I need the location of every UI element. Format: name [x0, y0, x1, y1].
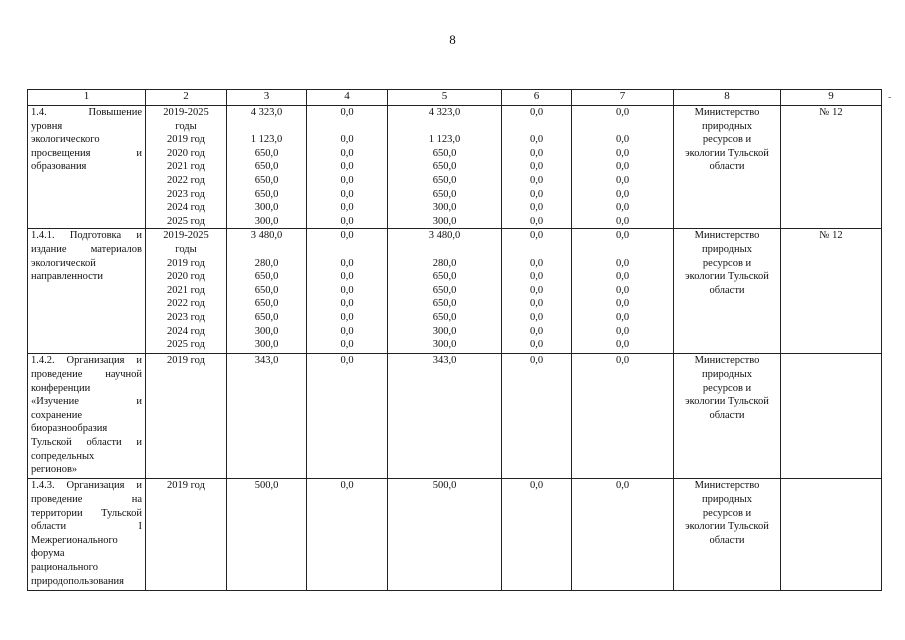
cell-value: 0,0: [615, 311, 630, 323]
cell-value: 0,0: [615, 339, 630, 351]
table-row: [28, 229, 882, 354]
cell-value: 0,0: [340, 202, 354, 214]
org-line: природных: [702, 493, 752, 505]
measure-name-line: Межрегионального: [31, 534, 118, 546]
responsible-org-cell: [674, 354, 781, 479]
cell-value: 0,0: [529, 188, 544, 200]
cell-value: 0,0: [340, 284, 354, 296]
cell-value: 0,0: [340, 339, 354, 351]
program-table: [27, 89, 882, 591]
org-line: ресурсов и: [702, 507, 752, 519]
cell-value: 4 323,0: [428, 107, 461, 118]
org-line: ресурсов и: [702, 382, 752, 394]
cell-value: 500,0: [432, 480, 457, 492]
measure-name-line: экологического: [31, 134, 100, 146]
cell-value: 0,0: [529, 174, 544, 186]
cell-value: 1 123,0: [428, 134, 461, 146]
cell-value: 0,0: [529, 147, 544, 159]
cell-value: 2024 год: [167, 325, 205, 337]
measure-name-line: просвещения и: [31, 147, 142, 159]
header-cell: 9: [781, 90, 882, 106]
cell-value: 0,0: [615, 202, 630, 214]
cell-value: 2023 год: [167, 188, 205, 200]
responsible-org-cell: [674, 479, 781, 591]
cell-value: 0,0: [340, 257, 354, 269]
cell-value: 0,0: [529, 480, 544, 492]
cell-value: 0,0: [529, 161, 544, 173]
header-row: [28, 90, 882, 106]
cell-value: [391, 243, 498, 257]
col5-cell: [388, 106, 502, 229]
col7-cell: [572, 229, 674, 354]
org-line: ресурсов и: [702, 134, 752, 146]
cell-value: [310, 120, 384, 134]
header-cell: 6: [502, 90, 572, 106]
col6-cell: [502, 229, 572, 354]
cell-value: 0,0: [615, 161, 630, 173]
cell-value: 0,0: [529, 230, 544, 242]
cell-value: 650,0: [432, 271, 457, 283]
col3-cell: [227, 479, 307, 591]
cell-value: 0,0: [615, 147, 630, 159]
measure-name-line: «Изучение и: [31, 396, 142, 408]
measure-name-line: 1.4. Повышение: [31, 107, 142, 118]
cell-value: 650,0: [254, 284, 279, 296]
cell-value: 0,0: [615, 230, 630, 242]
cell-value: 0,0: [340, 107, 354, 118]
org-line: области: [709, 161, 745, 173]
cell-value: годы: [175, 120, 197, 132]
cell-value: 0,0: [529, 271, 544, 283]
cell-value: 0,0: [529, 298, 544, 310]
cell-value: 0,0: [615, 355, 630, 367]
cell-value: [310, 243, 384, 257]
cell-value: 3 480,0: [250, 230, 283, 242]
col4-cell: [307, 479, 388, 591]
org-line: природных: [702, 120, 752, 132]
cell-value: 650,0: [432, 284, 457, 296]
cell-value: 2025 год: [167, 215, 205, 227]
cell-value: 0,0: [529, 257, 544, 269]
table-row: [28, 479, 882, 591]
cell-value: 0,0: [615, 284, 630, 296]
cell-value: 0,0: [340, 215, 354, 227]
cell-value: 0,0: [340, 134, 354, 146]
cell-value: 2021 год: [167, 284, 205, 296]
col4-cell: [307, 354, 388, 479]
measure-name-line: сопредельных: [31, 450, 95, 462]
cell-value: 1 123,0: [250, 134, 283, 146]
header-cell: 5: [388, 90, 502, 106]
cell-value: 2021 год: [167, 161, 205, 173]
measure-name-line: направленности: [31, 271, 104, 283]
cell-value: 0,0: [340, 161, 354, 173]
cell-value: 0,0: [340, 480, 354, 492]
cell-value: 650,0: [432, 188, 457, 200]
cell-value: 2020 год: [167, 271, 205, 283]
header-cell: 7: [572, 90, 674, 106]
measure-name-line: издание материалов: [31, 243, 142, 255]
cell-value: 650,0: [254, 188, 279, 200]
org-line: экологии Тульской: [685, 271, 769, 283]
indicator-ref-cell: № 12: [781, 229, 882, 354]
cell-value: 300,0: [432, 215, 457, 227]
measure-name-line: территории Тульской: [31, 507, 142, 519]
cell-value: [575, 120, 670, 134]
measure-name-cell: [28, 229, 146, 354]
indicator-ref-cell: [781, 479, 882, 591]
cell-value: 300,0: [432, 202, 457, 214]
cell-value: 2019 год: [167, 257, 205, 269]
col7-cell: [572, 479, 674, 591]
org-line: области: [709, 409, 745, 421]
table-body: [28, 90, 882, 591]
cell-value: 300,0: [432, 339, 457, 351]
table-row: [28, 106, 882, 229]
cell-value: 0,0: [529, 311, 544, 323]
col4-cell: [307, 229, 388, 354]
measure-name-line: природопользования: [31, 575, 124, 587]
cell-value: 280,0: [254, 257, 279, 269]
col6-cell: [502, 354, 572, 479]
cell-value: 300,0: [254, 325, 279, 337]
cell-value: 2022 год: [167, 174, 205, 186]
measure-name-line: форума: [31, 548, 65, 560]
measure-name-line: Тульской области и: [31, 436, 142, 448]
cell-value: 650,0: [432, 174, 457, 186]
period-cell: [146, 479, 227, 591]
org-line: Министерство: [694, 480, 760, 492]
cell-value: 343,0: [432, 355, 457, 367]
org-line: экологии Тульской: [685, 396, 769, 408]
measure-name-line: экологической: [31, 257, 96, 269]
header-cell: 3: [227, 90, 307, 106]
measure-name-cell: [28, 106, 146, 229]
cell-value: 2019 год: [167, 480, 205, 492]
cell-value: 0,0: [529, 202, 544, 214]
cell-value: 2019-2025: [163, 107, 209, 118]
cell-value: 0,0: [615, 325, 630, 337]
cell-value: 0,0: [340, 188, 354, 200]
cell-value: 3 480,0: [428, 230, 461, 242]
cell-value: годы: [175, 243, 197, 255]
col5-cell: [388, 479, 502, 591]
org-line: экологии Тульской: [685, 521, 769, 533]
cell-value: 650,0: [432, 161, 457, 173]
measure-name-line: проведение научной: [31, 368, 142, 380]
period-cell: [146, 229, 227, 354]
measure-name-line: рационального: [31, 561, 98, 573]
cell-value: [505, 243, 568, 257]
responsible-org-cell: [674, 229, 781, 354]
cell-value: 0,0: [529, 339, 544, 351]
cell-value: 0,0: [615, 107, 630, 118]
cell-value: 650,0: [254, 298, 279, 310]
cell-value: 0,0: [529, 355, 544, 367]
cell-value: 0,0: [615, 257, 630, 269]
cell-value: 0,0: [529, 107, 544, 118]
measure-name-line: регионов»: [31, 464, 78, 476]
cell-value: 2020 год: [167, 147, 205, 159]
indicator-ref-cell: № 12: [781, 106, 882, 229]
measure-name-line: проведение на: [31, 493, 142, 505]
cell-value: 300,0: [432, 325, 457, 337]
measure-name-line: области I: [31, 521, 142, 533]
measure-name-line: конференции: [31, 382, 91, 394]
cell-value: 0,0: [340, 174, 354, 186]
cell-value: 650,0: [254, 174, 279, 186]
measure-name-line: образования: [31, 161, 87, 173]
col5-cell: [388, 229, 502, 354]
cell-value: 300,0: [254, 339, 279, 351]
org-line: ресурсов и: [702, 257, 752, 269]
cell-value: 0,0: [340, 147, 354, 159]
cell-value: 2023 год: [167, 311, 205, 323]
org-line: природных: [702, 243, 752, 255]
col3-cell: [227, 106, 307, 229]
cell-value: 4 323,0: [250, 107, 283, 118]
cell-value: 0,0: [615, 134, 630, 146]
cell-value: 650,0: [432, 147, 457, 159]
cell-value: 300,0: [254, 215, 279, 227]
cell-value: [391, 120, 498, 134]
page-number: 8: [449, 32, 456, 47]
cell-value: 0,0: [615, 298, 630, 310]
header-cell: 1: [28, 90, 146, 106]
cell-value: 0,0: [340, 298, 354, 310]
indicator-ref-cell: [781, 354, 882, 479]
cell-value: [230, 243, 303, 257]
cell-value: 2019-2025: [163, 230, 209, 242]
cell-value: 500,0: [254, 480, 279, 492]
cell-value: 280,0: [432, 257, 457, 269]
col3-cell: [227, 354, 307, 479]
cell-value: 650,0: [432, 311, 457, 323]
margin-tick: ‑: [888, 92, 892, 103]
responsible-org-cell: [674, 106, 781, 229]
cell-value: 650,0: [254, 161, 279, 173]
measure-name-line: биоразнообразия: [31, 423, 108, 435]
cell-value: 0,0: [340, 355, 354, 367]
cell-value: 0,0: [340, 311, 354, 323]
cell-value: 650,0: [254, 147, 279, 159]
period-cell: [146, 106, 227, 229]
measure-name-cell: [28, 354, 146, 479]
cell-value: 650,0: [254, 271, 279, 283]
period-cell: [146, 354, 227, 479]
col3-cell: [227, 229, 307, 354]
cell-value: 0,0: [529, 325, 544, 337]
cell-value: 650,0: [254, 311, 279, 323]
header-cell: 4: [307, 90, 388, 106]
cell-value: [505, 120, 568, 134]
col6-cell: [502, 479, 572, 591]
cell-value: 0,0: [615, 174, 630, 186]
col4-cell: [307, 106, 388, 229]
cell-value: 2022 год: [167, 298, 205, 310]
cell-value: [575, 243, 670, 257]
cell-value: [230, 120, 303, 134]
cell-value: 2019 год: [167, 134, 205, 146]
cell-value: 2019 год: [167, 355, 205, 367]
cell-value: 2025 год: [167, 339, 205, 351]
measure-name-line: 1.4.1. Подготовка и: [31, 230, 142, 242]
col6-cell: [502, 106, 572, 229]
col7-cell: [572, 106, 674, 229]
cell-value: 2024 год: [167, 202, 205, 214]
cell-value: 0,0: [615, 480, 630, 492]
measure-name-line: уровня: [31, 120, 63, 132]
measure-name-line: сохранение: [31, 409, 82, 421]
org-line: природных: [702, 368, 752, 380]
measure-name-line: 1.4.2. Организация и: [31, 355, 142, 367]
org-line: области: [709, 534, 745, 546]
cell-value: 0,0: [529, 134, 544, 146]
header-cell: 2: [146, 90, 227, 106]
cell-value: 0,0: [615, 215, 630, 227]
cell-value: 0,0: [340, 230, 354, 242]
cell-value: 343,0: [254, 355, 279, 367]
measure-name-cell: [28, 479, 146, 591]
cell-value: 300,0: [254, 202, 279, 214]
org-line: Министерство: [694, 230, 760, 242]
org-line: экологии Тульской: [685, 147, 769, 159]
col5-cell: [388, 354, 502, 479]
col7-cell: [572, 354, 674, 479]
org-line: Министерство: [694, 355, 760, 367]
cell-value: 650,0: [432, 298, 457, 310]
cell-value: 0,0: [615, 271, 630, 283]
cell-value: 0,0: [340, 325, 354, 337]
table-row: [28, 354, 882, 479]
cell-value: 0,0: [529, 284, 544, 296]
cell-value: 0,0: [340, 271, 354, 283]
header-cell: 8: [674, 90, 781, 106]
measure-name-line: 1.4.3. Организация и: [31, 480, 142, 492]
cell-value: 0,0: [615, 188, 630, 200]
cell-value: 0,0: [529, 215, 544, 227]
org-line: Министерство: [694, 107, 760, 118]
org-line: области: [709, 284, 745, 296]
